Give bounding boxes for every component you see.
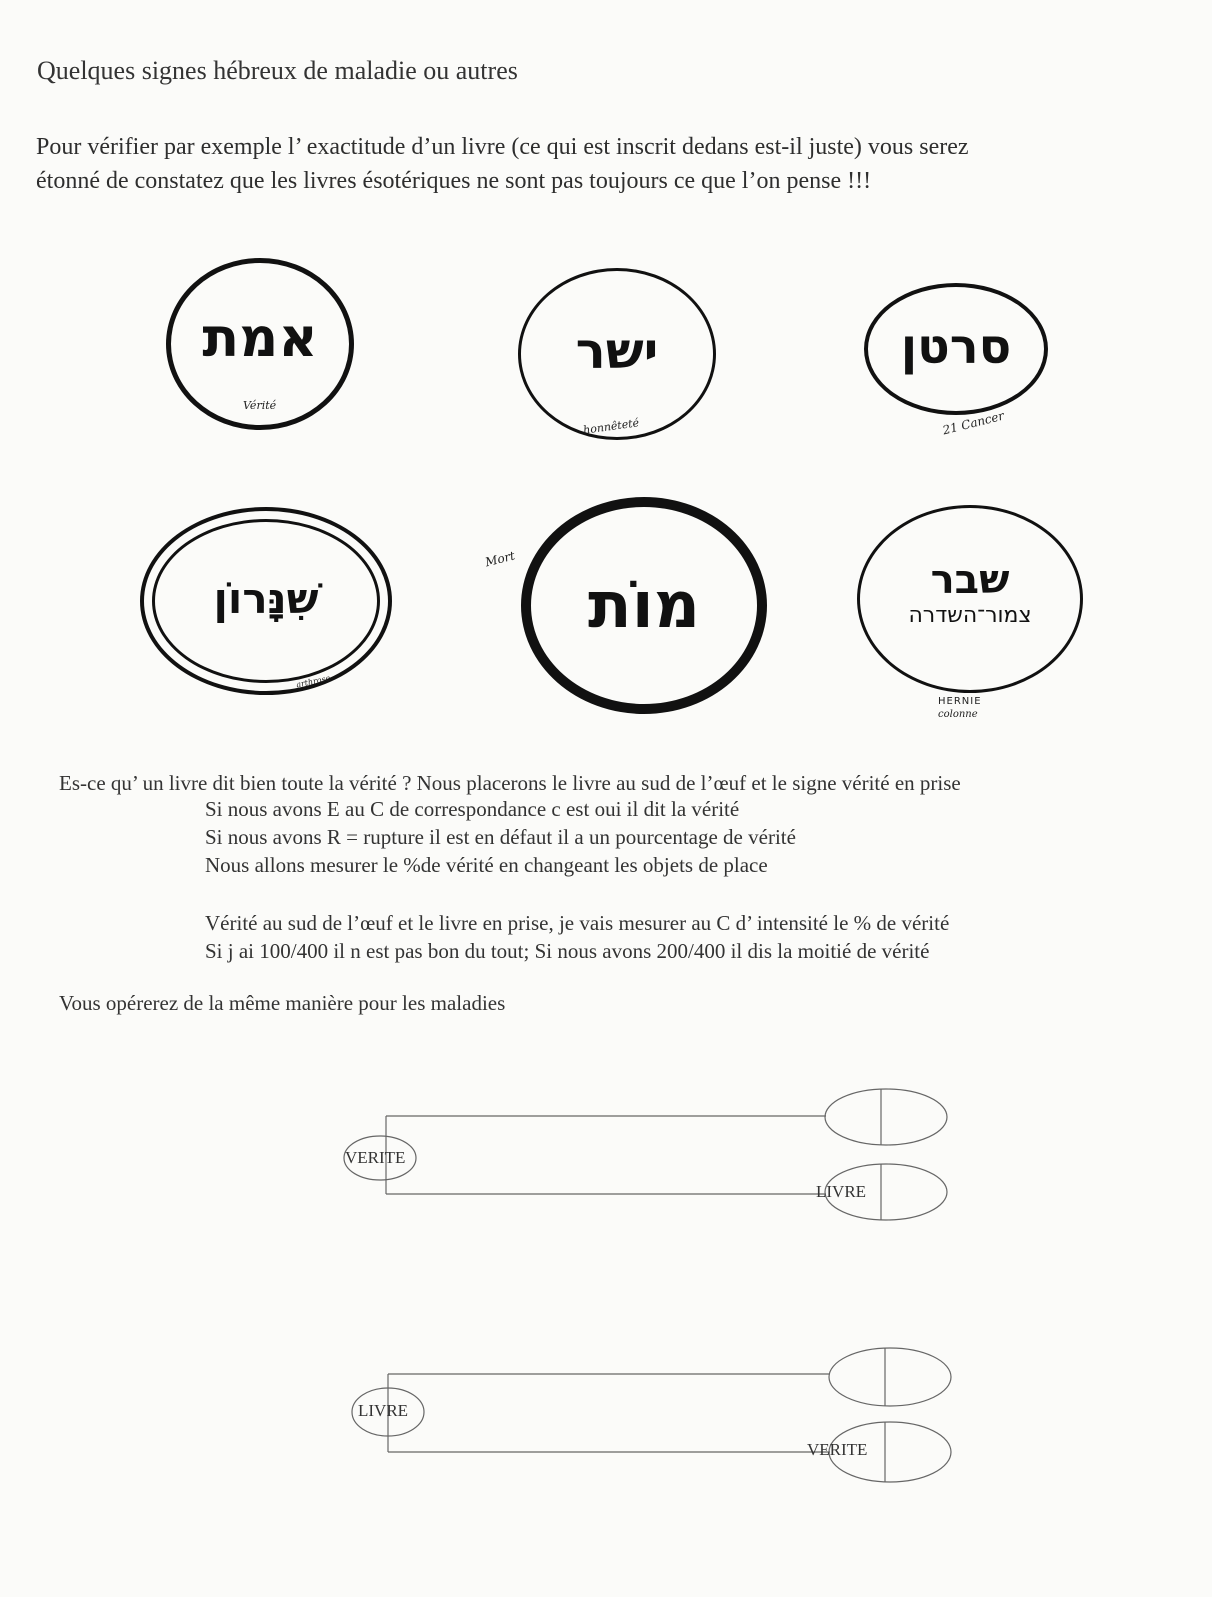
sign-yashar-caption: honnêteté (582, 416, 640, 437)
sign-shever-hebrew-line2: צמור־השדרה (908, 602, 1032, 628)
sign-yashar (518, 268, 716, 440)
sign-sartan-hebrew: סרטן (900, 319, 1012, 375)
body-line-3: Si nous avons R = rupture il est en défaut il a un pourcentage de vérité (205, 825, 796, 849)
body-line-5: Vérité au sud de l’œuf et le livre en prise, je vais mesurer au C d’ intensité le % de vérité (205, 911, 950, 935)
sign-shigaron-inner-ring (152, 519, 380, 683)
body-line-7: Vous opérerez de la même manière pour les maladies (59, 991, 506, 1015)
sign-shigaron-caption: arthrose (295, 673, 332, 690)
diagram-2-right-top-oval (829, 1348, 951, 1406)
body-line-6: Si j ai 100/400 il n est pas bon du tout; Si nous avons 200/400 il dis la moitié de vérité (205, 939, 930, 963)
diagram-verite-livre (330, 1080, 970, 1230)
intro-paragraph (36, 130, 969, 198)
diagram-livre-verite (330, 1340, 970, 1500)
sign-emet-hebrew: אמת (202, 305, 318, 369)
sign-emet-caption: Vérité (243, 399, 277, 412)
sign-shever-hebrew: שבר (930, 556, 1010, 603)
diagram-1-left-label: VERITE (345, 1148, 406, 1167)
diagram-1-right-label: LIVRE (816, 1182, 867, 1201)
body-line-2: Si nous avons E au C de correspondance c est oui il dit la vérité (205, 797, 740, 821)
sign-sartan-caption: 21 Cancer (941, 408, 1006, 438)
sign-shigaron (140, 507, 392, 695)
sign-yashar-hebrew: ישר (575, 322, 659, 380)
body-line-1: Es-ce qu’ un livre dit bien toute la vérité ? Nous placerons le livre au sud de l’œuf et le signe vérité en prise (59, 771, 961, 795)
intro-line-1: Pour vérifier par exemple l’ exactitude d’un livre (ce qui est inscrit dedans est-il juste) vous serez (36, 134, 969, 160)
sign-shever-caption-2: colonne (938, 709, 978, 720)
diagram-1-right-top-oval (825, 1089, 947, 1145)
sign-mot-caption: Mort (483, 548, 517, 570)
sign-mot (521, 497, 767, 714)
sign-sartan (864, 283, 1048, 415)
page-title: Quelques signes hébreux de maladie ou autres (37, 56, 518, 85)
diagram-2-right-label: VERITE (807, 1440, 868, 1459)
sign-shigaron-hebrew: שִׁנָּרוֹן (213, 573, 319, 623)
sign-mot-hebrew: מוֹת (588, 568, 700, 643)
body-line-4: Nous allons mesurer le %de vérité en changeant les objets de place (205, 853, 768, 877)
intro-line-2: étonné de constatez que les livres ésotériques ne sont pas toujours ce que l’on pense !!! (36, 168, 872, 194)
diagram-2-left-label: LIVRE (358, 1401, 409, 1420)
sign-shever (857, 505, 1083, 693)
sign-shever-caption: HERNIE (938, 696, 982, 707)
